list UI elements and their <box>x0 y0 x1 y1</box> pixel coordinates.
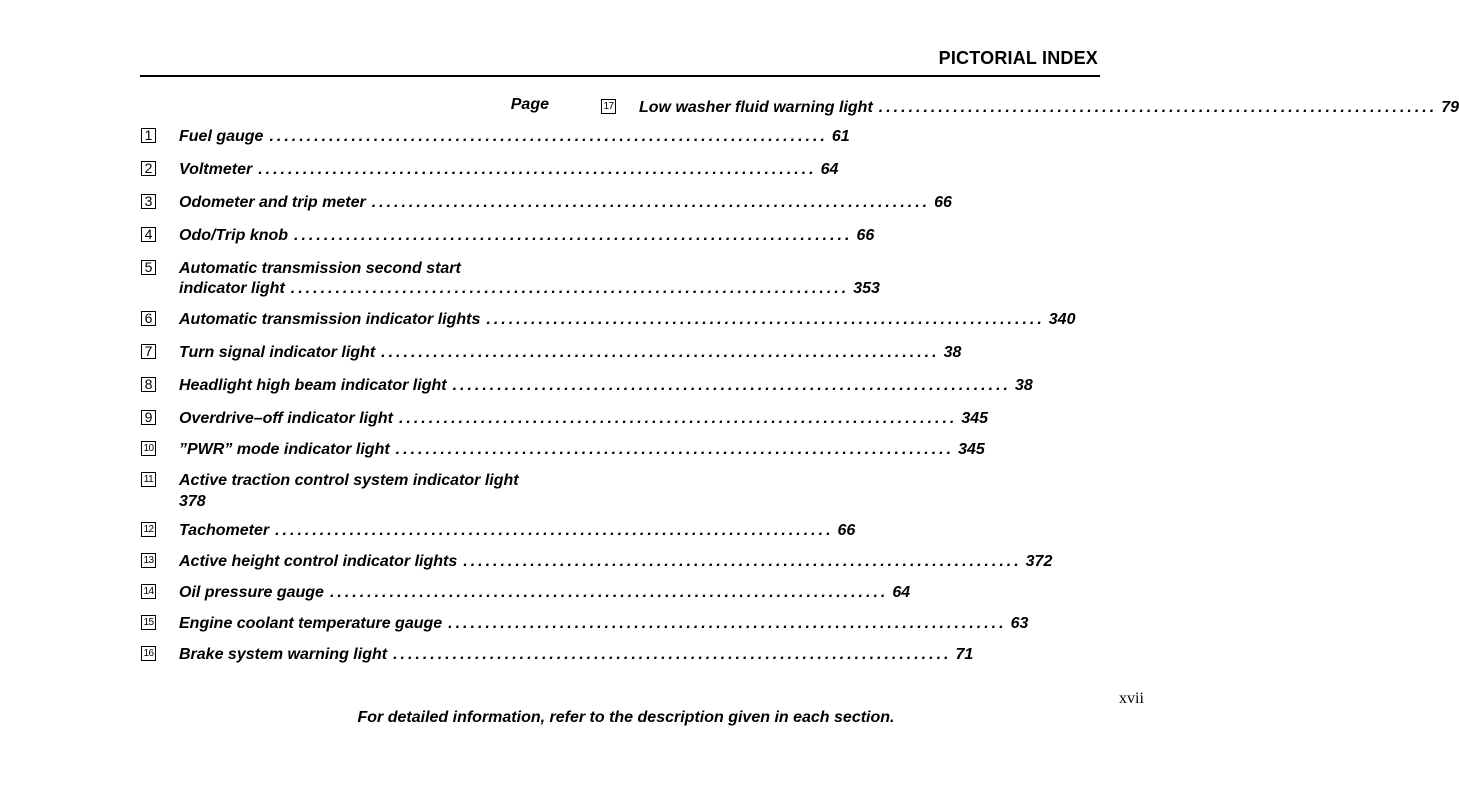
dot-leader: ........................................................................... <box>258 161 817 178</box>
item-title: Tachometer <box>179 522 270 539</box>
item-page: 66 <box>837 522 856 539</box>
item-number: 5 <box>141 260 156 275</box>
dot-leader: ........................................................................... <box>290 280 850 297</box>
item-page: 38 <box>943 344 962 361</box>
item-page: 372 <box>1025 553 1053 570</box>
item-title: Brake system warning light <box>179 646 388 663</box>
dot-leader: ........................................................................... <box>393 646 952 663</box>
dot-leader: ........................................................................... <box>371 194 931 211</box>
item-page: 63 <box>1010 615 1029 632</box>
item-number: 15 <box>141 615 156 630</box>
item-title: Active traction control system indicator light <box>179 472 519 489</box>
item-title: Voltmeter <box>179 161 253 178</box>
item-page: 66 <box>934 194 952 211</box>
item-title-line2: indicator light <box>179 280 285 297</box>
item-number: 6 <box>141 311 156 326</box>
footer-note: For detailed information, refer to the description given in each section. <box>357 709 895 726</box>
item-number: 8 <box>141 377 156 392</box>
item-page: 79 <box>1441 99 1459 116</box>
item-page: 345 <box>958 441 985 458</box>
item-page: 345 <box>961 410 989 427</box>
item-page: 340 <box>1048 311 1076 328</box>
item-page: 61 <box>831 128 850 145</box>
item-number: 7 <box>141 344 156 359</box>
item-page: 64 <box>820 161 839 178</box>
item-number: 13 <box>141 553 156 568</box>
item-page: 353 <box>853 280 880 297</box>
item-title-line1: Automatic transmission second start <box>179 260 461 277</box>
item-number: 2 <box>141 161 156 176</box>
item-page: 66 <box>856 227 875 244</box>
dot-leader: ........................................................................... <box>463 553 1022 570</box>
item-page: 71 <box>955 646 974 663</box>
dot-leader: ........................................................................... <box>275 522 834 539</box>
dot-leader: ........................................................................... <box>398 410 958 427</box>
item-number: 12 <box>141 522 156 537</box>
header-rule <box>140 75 1100 77</box>
item-title: Odo/Trip knob <box>179 227 289 244</box>
item-title: Headlight high beam indicator light <box>179 377 447 394</box>
item-number: 10 <box>141 441 156 456</box>
item-number: 1 <box>141 128 156 143</box>
item-number: 4 <box>141 227 156 242</box>
dot-leader: ........................................................................... <box>269 128 828 145</box>
item-title: Odometer and trip meter <box>179 194 366 211</box>
item-title: ”PWR” mode indicator light <box>179 441 390 458</box>
item-number: 9 <box>141 410 156 425</box>
item-page: 64 <box>892 584 911 601</box>
dot-leader: ........................................................................... <box>381 344 940 361</box>
dot-leader: ........................................................................... <box>395 441 955 458</box>
item-number: 17 <box>601 99 616 114</box>
page-number: xvii <box>1119 690 1144 707</box>
dot-leader: ........................................................................... <box>878 99 1438 116</box>
item-page: 378 <box>179 493 206 510</box>
item-number: 14 <box>141 584 156 599</box>
dot-leader: ........................................................................... <box>486 311 1045 328</box>
section-title: PICTORIAL INDEX <box>938 48 1098 68</box>
item-title: Low washer fluid warning light <box>639 99 873 116</box>
item-number: 16 <box>141 646 156 661</box>
page-column-label: Page <box>510 96 549 113</box>
item-title: Turn signal indicator light <box>179 344 376 361</box>
dot-leader: ........................................................................... <box>452 377 1011 394</box>
item-title: Engine coolant temperature gauge <box>179 615 443 632</box>
item-page: 38 <box>1014 377 1033 394</box>
item-number: 11 <box>141 472 156 487</box>
item-title: Oil pressure gauge <box>179 584 324 601</box>
dot-leader: ........................................................................... <box>329 584 889 601</box>
dot-leader: ........................................................................... <box>448 615 1007 632</box>
item-number: 3 <box>141 194 156 209</box>
item-title: Active height control indicator lights <box>179 553 458 570</box>
dot-leader: ........................................................................... <box>294 227 853 244</box>
item-title: Overdrive–off indicator light <box>179 410 393 427</box>
item-title: Automatic transmission indicator lights <box>179 311 481 328</box>
item-title: Fuel gauge <box>179 128 264 145</box>
